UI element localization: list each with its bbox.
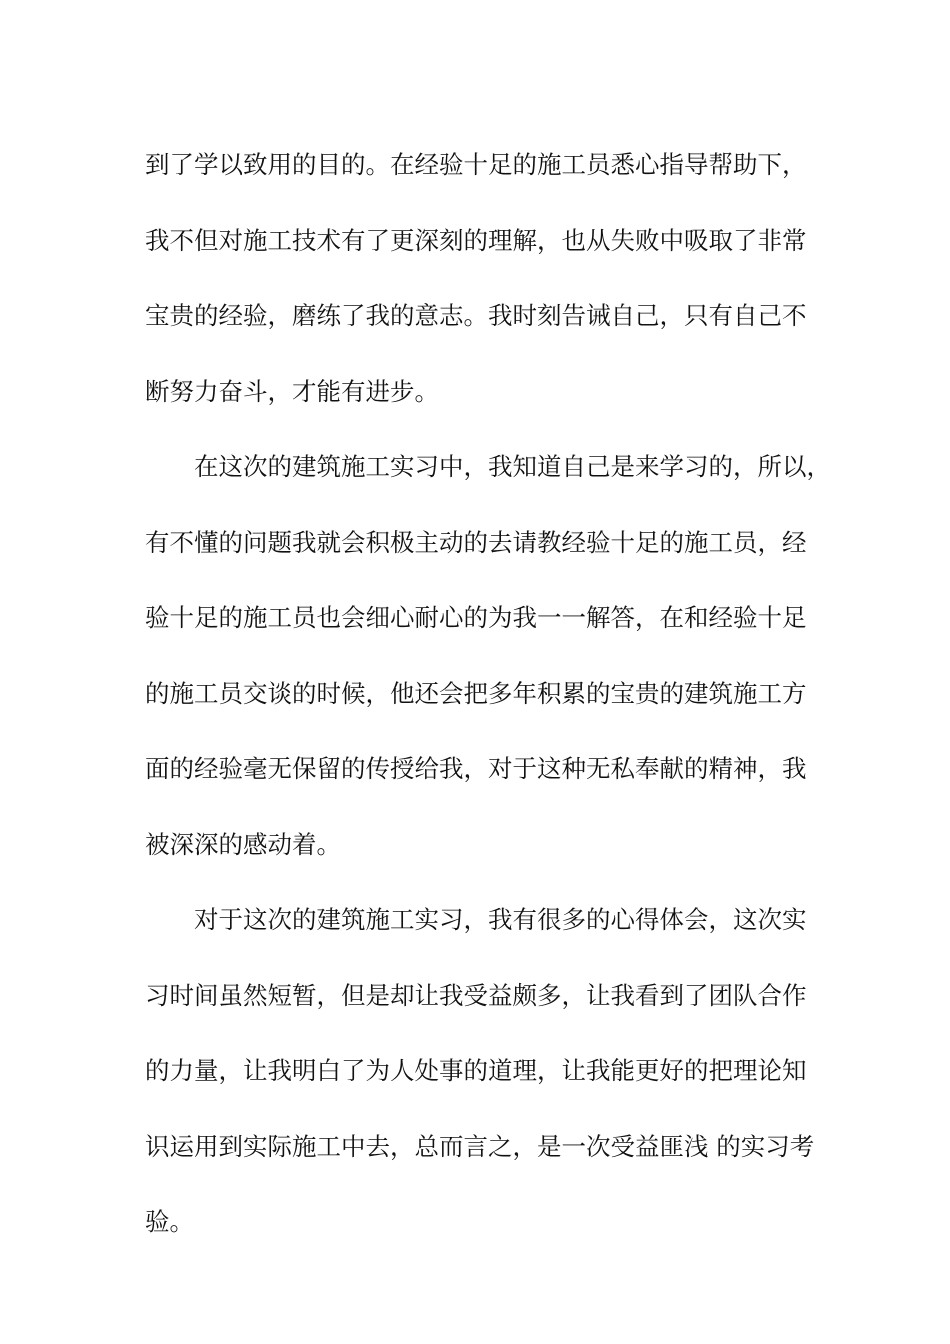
text-line: 的施工员交谈的时候，他还会把多年积累的宝贵的建筑施工方 <box>145 678 807 708</box>
text-line: 被深深的感动着。 <box>145 829 341 859</box>
text-line: 宝贵的经验，磨练了我的意志。我时刻告诫自己，只有自己不 <box>145 301 807 330</box>
text-line: 断努力奋斗，才能有进步。 <box>145 376 439 406</box>
text-line: 的力量，让我明白了为人处事的道理，让我能更好的把理论知 <box>145 1056 807 1085</box>
text-line: 有不懂的问题我就会积极主动的去请教经验十足的施工员，经 <box>145 527 807 557</box>
text-line: 验。 <box>145 1207 194 1236</box>
text-line: 识运用到实际施工中去，总而言之，是一次受益匪浅 的实习考 <box>145 1131 815 1161</box>
text-line: 验十足的施工员也会细心耐心的为我一一解答，在和经验十足 <box>145 603 807 632</box>
paragraph-start-line: 对于这次的建筑施工实习，我有很多的心得体会，这次实 <box>194 905 807 934</box>
paragraph-start-line: 在这次的建筑施工实习中，我知道自己是来学习的，所以， <box>194 452 831 481</box>
text-line: 到了学以致用的目的。在经验十足的施工员悉心指导帮助下， <box>145 150 807 179</box>
text-line: 习时间虽然短暂，但是却让我受益颇多，让我看到了团队合作 <box>145 980 807 1010</box>
document-body <box>145 127 831 1260</box>
text-line: 面的经验毫无保留的传授给我，对于这种无私奉献的精神，我 <box>145 754 807 783</box>
text-line: 我不但对施工技术有了更深刻的理解，也从失败中吸取了非常 <box>145 225 807 255</box>
